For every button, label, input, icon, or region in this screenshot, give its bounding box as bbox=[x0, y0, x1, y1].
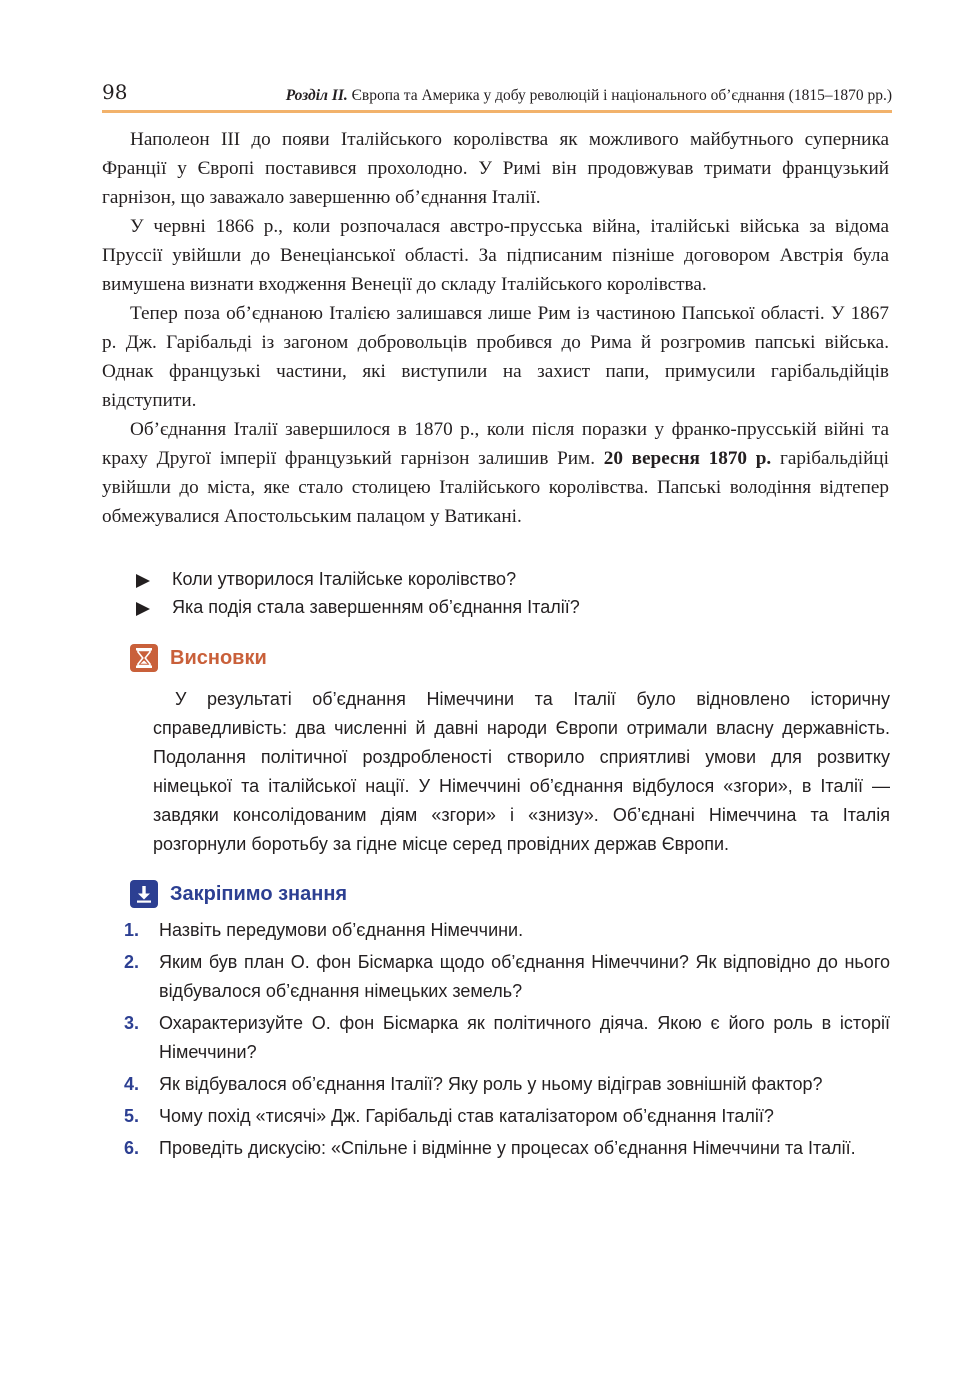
task-text: Яким був план О. фон Бісмарка щодо об’єднання Німеччини? Як відповідно до нього відбувалося об’єднання німецьких земель? bbox=[159, 952, 890, 1001]
task-text: Охарактеризуйте О. фон Бісмарка як політичного діяча. Якою є його роль в історії Німеччини? bbox=[159, 1013, 890, 1062]
task-text: Як відбувалося об’єднання Італії? Яку роль у ньому відіграв зовнішній фактор? bbox=[159, 1074, 823, 1094]
bold-date: 20 вересня 1870 р. bbox=[603, 448, 772, 469]
task-number: 4. bbox=[124, 1074, 140, 1094]
section-label: Розділ ІІ. bbox=[285, 87, 348, 104]
paragraph: У червні 1866 р., коли розпочалася австро-прусська війна, італійські війська за відома Пруссії увійшли до Венеціанської області. За підписаним пізніше договором Австрія була вимушена визнати входження Венеції до складу Італійського королівства. bbox=[102, 216, 889, 295]
conclusions-title: Висновки bbox=[170, 646, 267, 669]
running-title bbox=[286, 87, 892, 105]
hourglass-icon bbox=[130, 644, 158, 672]
triangle-bullet-icon bbox=[136, 574, 150, 588]
paragraph-part: Об’єднання Італії завершилося в 1870 р., коли після поразки у франко-прусській війні та краху Другої імперії французький гарнізон залишив Рим. bbox=[102, 419, 889, 469]
review-tasks bbox=[124, 916, 890, 1166]
task-number: 3. bbox=[124, 1013, 140, 1033]
task-text: Назвіть передумови об’єднання Німеччини. bbox=[159, 920, 524, 940]
question-text: Коли утворилося Італійське королівство? bbox=[172, 569, 517, 589]
task-number: 5. bbox=[124, 1106, 140, 1126]
task-text: Проведіть дискусію: «Спільне і відмінне у процесах об’єднання Німеччини та Італії. bbox=[159, 1138, 856, 1158]
header-rule bbox=[102, 110, 892, 113]
conclusions-paragraph: У результаті об’єднання Німеччини та Італії було відновлено історичну справедливість: два численні й давні народи Європи отримали власну державність. Подолання політичної роздробленості створило сприятливі умови для розвитку німецької та італійської нації. У Німеччині об’єднання відбулося «згори», в Італії — завдяки консолідованим діям «згори» і «знизу». Об’єднані Німеччина та Італія розгорнули боротьбу за гідне місце серед провідних держав Європи. bbox=[153, 689, 890, 854]
review-title: Закріпимо знання bbox=[170, 882, 348, 905]
conclusions-heading bbox=[130, 644, 267, 672]
question-item bbox=[136, 593, 896, 621]
conclusions-text bbox=[153, 685, 890, 859]
section-title: Європа та Америка у добу революцій і національного об’єднання (1815–1870 рр.) bbox=[347, 87, 892, 104]
page-number: 98 bbox=[102, 80, 128, 104]
review-heading bbox=[130, 880, 347, 908]
task-item bbox=[124, 916, 890, 945]
task-number: 2. bbox=[124, 952, 140, 972]
running-header bbox=[102, 80, 892, 112]
task-item bbox=[124, 1070, 890, 1099]
task-number: 6. bbox=[124, 1138, 140, 1158]
task-item bbox=[124, 1102, 890, 1131]
main-text bbox=[102, 125, 889, 531]
task-number: 1. bbox=[124, 920, 140, 940]
paragraph bbox=[102, 415, 889, 531]
check-questions bbox=[136, 565, 896, 621]
task-item bbox=[124, 1134, 890, 1163]
download-arrow-icon bbox=[130, 880, 158, 908]
question-text: Яка подія стала завершенням об’єднання Італії? bbox=[172, 597, 580, 617]
task-text: Чому похід «тисячі» Дж. Гарібальді став каталізатором об’єднання Італії? bbox=[159, 1106, 774, 1126]
triangle-bullet-icon bbox=[136, 602, 150, 616]
paragraph-part: гарібальдійці увійшли до міста, яке стало столицею Італійського королівства. Папські володіння відтепер обмежувалися Апостольським палацом у Ватикані. bbox=[102, 448, 889, 527]
task-item bbox=[124, 948, 890, 1006]
paragraph: Тепер поза об’єднаною Італією залишався лише Рим із частиною Папської області. У 1867 р. Дж. Гарібальді із загоном добровольців пробився до Рима й розгромив папські війська. Однак французькі частини, які виступили на захист папи, примусили гарібальдійців відступити. bbox=[102, 303, 889, 411]
question-item bbox=[136, 565, 896, 593]
paragraph: Наполеон ІІІ до появи Італійського королівства як можливого майбутнього суперника Франції у Європі поставився прохолодно. У Римі він продовжував тримати французький гарнізон, що заважало завершенню об’єднання Італії. bbox=[102, 129, 889, 208]
task-item bbox=[124, 1009, 890, 1067]
